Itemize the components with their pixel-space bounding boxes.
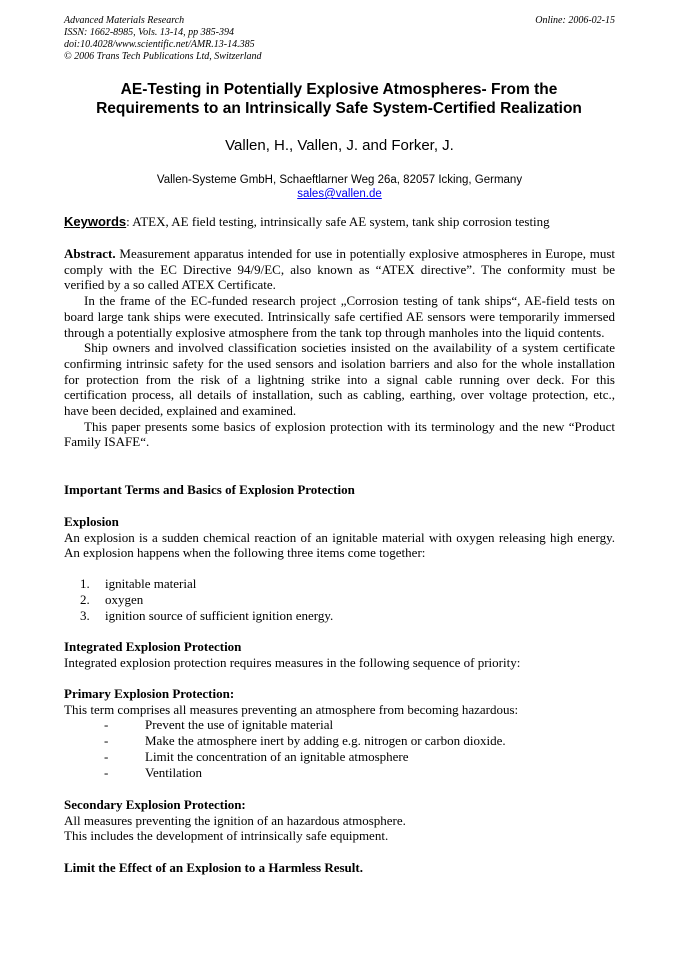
- abstract-paragraph: In the frame of the EC-funded research project „Corrosion testing of tank ships“, AE-field tests on board large tank ships were executed. Intrinsically safe certified AE sensors were temporarily immersed through a potentially explosive atmosphere from the tank top through manholes into the liquid contents.: [64, 293, 615, 340]
- primary-section: [64, 686, 615, 780]
- issn: ISSN: 1662-8985, Vols. 13-14, pp 385-394: [64, 27, 234, 38]
- paragraph: Integrated explosion protection requires measures in the following sequence of priority:: [64, 654, 521, 670]
- copyright: © 2006 Trans Tech Publications Ltd, Switzerland: [64, 51, 262, 62]
- list-item: Ventilation: [145, 764, 203, 780]
- title-line: Requirements to an Intrinsically Safe System-Certified Realization: [96, 100, 582, 117]
- subsection-heading: Secondary Explosion Protection:: [64, 797, 246, 812]
- subsection-heading: Limit the Effect of an Explosion to a Harmless Result.: [64, 860, 363, 875]
- keywords-text: : ATEX, AE field testing, intrinsically safe AE system, tank ship corrosion testing: [126, 214, 550, 229]
- authors: Vallen, H., Vallen, J. and Forker, J.: [225, 137, 454, 154]
- list-item: oxygen: [105, 591, 144, 607]
- list-item: ignitable material: [105, 576, 197, 592]
- subsection-heading: Primary Explosion Protection:: [64, 686, 235, 701]
- dash-bullet: -: [104, 764, 109, 780]
- online-date: Online: 2006-02-15: [535, 15, 615, 26]
- list-item: Prevent the use of ignitable material: [145, 717, 334, 733]
- affiliation: Vallen-Systeme GmbH, Schaeftlarner Weg 26a, 82057 Icking, Germany: [156, 174, 523, 186]
- paragraph-line: All measures preventing the ignition of an hazardous atmosphere.: [64, 812, 406, 828]
- paper-title: [40, 80, 638, 118]
- paragraph-line: This includes the development of intrinsically safe equipment.: [64, 828, 389, 844]
- dash-bullet: -: [104, 717, 109, 733]
- keywords-label: Keywords: [64, 214, 127, 229]
- abstract-paragraph: Measurement apparatus intended for use in potentially explosive atmospheres in Europe, must comply with the EC Directive 94/9/EC, also known as “ATEX directive”. The conformity must be verified by a so called ATEX Certificate.: [64, 246, 616, 293]
- subsection-heading: Integrated Explosion Protection: [64, 639, 242, 654]
- list-item: ignition source of sufficient ignition energy.: [105, 607, 334, 623]
- integrated-section: [64, 639, 615, 670]
- list-number: 2.: [80, 591, 90, 607]
- affiliation-block: [64, 173, 615, 201]
- title-line: AE-Testing in Potentially Explosive Atmospheres- From the: [120, 81, 558, 98]
- abstract: [64, 246, 615, 450]
- list-item: Limit the concentration of an ignitable atmosphere: [145, 748, 409, 764]
- abstract-label: Abstract.: [64, 246, 116, 261]
- list-number: 1.: [80, 576, 90, 592]
- section-heading: Important Terms and Basics of Explosion Protection: [64, 482, 355, 497]
- journal-name: Advanced Materials Research: [64, 15, 185, 26]
- paragraph: This term comprises all measures preventing an atmosphere from becoming hazardous:: [64, 701, 519, 717]
- list-item: Make the atmosphere inert by adding e.g. nitrogen or carbon dioxide.: [145, 733, 506, 749]
- secondary-section: [64, 797, 615, 844]
- dash-bullet: -: [104, 748, 109, 764]
- keywords: [64, 214, 615, 230]
- doi: doi:10.4028/www.scientific.net/AMR.13-14.385: [64, 39, 255, 50]
- journal-header: [64, 15, 615, 63]
- abstract-paragraph: Ship owners and involved classification societies insisted on the availability of a system certificate confirming intrinsic safety for the used sensors and isolation barriers and also for the whole installation for protection from the risk of a lightning strike into a signal cable running over deck. For this certification process, all details of installation, such as cabling, earthing, over voltage protection, etc., have been decided, explained and examined.: [64, 340, 615, 419]
- explosion-section: [64, 514, 615, 623]
- abstract-paragraph: This paper presents some basics of explosion protection with its terminology and the new “Product Family ISAFE“.: [64, 418, 615, 450]
- list-number: 3.: [80, 607, 90, 623]
- subsection-heading: Explosion: [64, 514, 119, 529]
- dash-bullet: -: [104, 733, 109, 749]
- paragraph: An explosion is a sudden chemical reaction of an ignitable material with oxygen releasing high energy. An explosion happens when the following three items come together:: [64, 529, 615, 561]
- email-link[interactable]: sales@vallen.de: [297, 188, 382, 200]
